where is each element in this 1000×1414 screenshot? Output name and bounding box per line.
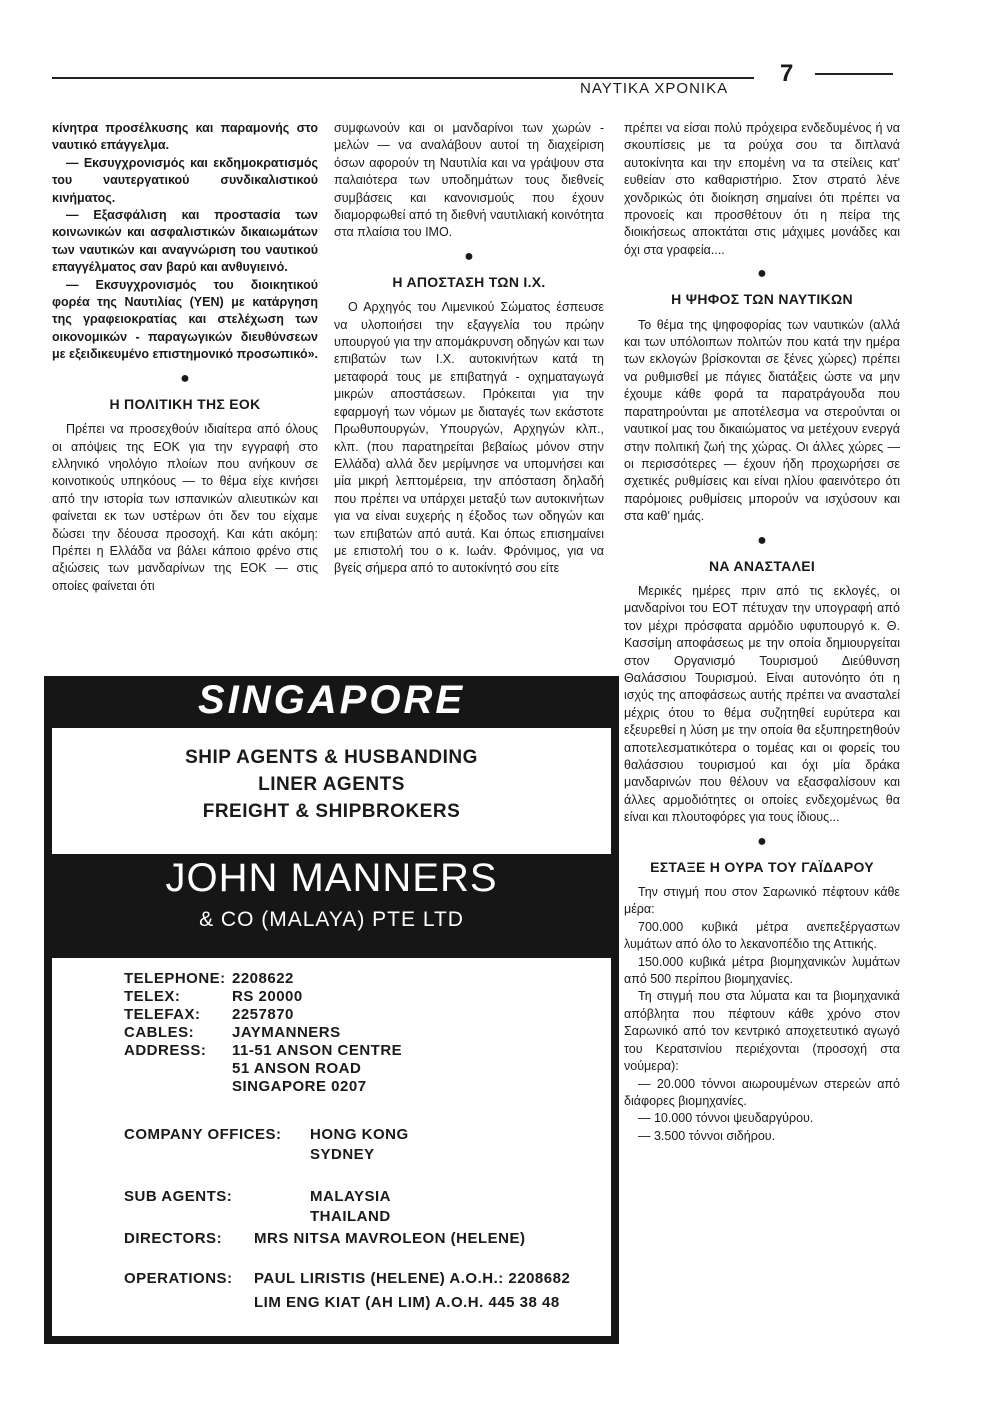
ad-cables-label: CABLES: (124, 1024, 195, 1041)
ad-contact-panel (52, 958, 611, 1336)
section-divider-bullet: ● (757, 531, 767, 549)
ad-offices-label: COMPANY OFFICES: (124, 1126, 282, 1143)
ad-sub-agent: THAILAND (310, 1208, 391, 1225)
ad-telex: RS 20000 (232, 988, 303, 1005)
ad-title: SINGAPORE (197, 678, 466, 722)
col1-intro: κίνητρα προσέλκυσης και παραμονής στο ναυτικό επάγγελμα. (52, 121, 318, 153)
ad-address-line: 51 ANSON ROAD (232, 1060, 362, 1077)
ad-address-label: ADDRESS: (124, 1042, 207, 1059)
ad-company-name: JOHN MANNERS (165, 856, 498, 900)
col2-heading: Η ΑΠΟΣΤΑΣΗ ΤΩΝ Ι.Χ. (392, 273, 546, 290)
page-number: 7 (780, 60, 794, 87)
ad-sub-agents-label: SUB AGENTS: (124, 1188, 233, 1205)
col3-heading-2: ΝΑ ΑΝΑΣΤΑΛΕΙ (708, 557, 816, 574)
col3-paragraph-2: Το θέμα της ψηφοφορίας των ναυτικών (αλλά και των υπόλοιπων πολιτών που κατά την ημέρα των εκλογών βρίσκονται σε ξένες χώρες) πρέπει να ρυθμισθεί με πάγιες διατάξεις ώστε να μην έχουμε κάθε φορά τα παρατράγουδα που παρατηρούνται με αποτέλεσμα να στερούνται οι ναυτικοί μας του δικαιώματος να μετέχουν ενεργά στην πολιτική ζωή της χώρας. Οι άλλες χώρες — οι περισσότερες — έχουν ήδη προχωρήσει σε σχετικές ρυθμίσεις και είναι ηλίου φαεινότερο ότι παρόμοιες ρυθμίσεις μπορούν να ισχύσουν και στα καθ' ημάς. (624, 317, 900, 524)
col3-heading-3: ΕΣΤΑΞΕ Η ΟΥΡΑ ΤΟΥ ΓΑΪΔΑΡΟΥ (650, 858, 874, 875)
advertisement (44, 676, 619, 1344)
col1-bullet-1: — Εκσυγχρονισμός και εκδημοκρατισμός του ναυτεργατικού συνδικαλιστικού κινήματος. (52, 155, 318, 205)
col1-bullet-3: — Εκσυγχρονισμός του διοικητικού φορέα της Ναυτιλίας (ΥΕΝ) με κατάργηση της γραφειοκρατίας και στελέχωση των οικονομικών - παραγωγικών διευθύνσεων με εξειδικευμένο επιστημονικό προσωπικό». (52, 277, 319, 362)
col1-paragraph: Πρέπει να προσεχθούν ιδιαίτερα από όλους οι απόψεις της ΕΟΚ για την εγγραφή στο ελληνικό νηολόγιο πλοίων που ανήκουν σε κοινοτικούς υπηκόους — το θέμα είχε κινήσει από την ιστορία των ισπανικών αλιευτικών και φαίνεται εκ των υστέρων ότι δεν του είχαμε δώσει την δέουσα προσοχή. Και κάτι ακόμη: Πρέπει η Ελλάδα να βάλει κάποιο φρένο στις αξιώσεις των μανδαρίνων της ΕΟΚ — στις οποίες φαίνεται ότι (52, 422, 318, 593)
col3-paragraph-8: — 20.000 τόννοι αιωρουμένων στερεών από διάφορες βιομηχανίες. (624, 1076, 900, 1108)
ad-telefax-label: TELEFAX: (124, 1006, 201, 1023)
section-divider-bullet: ● (464, 247, 474, 265)
col3-paragraph-3: Μερικές ημέρες πριν από τις εκλογές, οι μανδαρίνοι του ΕΟΤ πέτυχαν την υπογραφή από τον μέχρι πρόσφατα αρμόδιο υφυπουργό κ. Θ. Κασσίμη αποφάσεως με την οποία δημιουργείται στον Οργανισμό Τουρισμού Διεύθυνση Θαλάσσιου Τουρισμού. Είναι αυτονόητο ότι η ισχύς της αποφάσεως αυτής πρέπει να ανασταλεί μέχρις ότου το θέμα συζητηθεί ευρύτερα και εξευρεθεί η λύση με την οποία θα εξυπηρετηθούν αποτελεσματικότερα ο τομέας και οι φορείς του θαλάσσιου τουρισμού και όχι μία δράκα μανδαρινών που θέλουν να εξασφαλίσουν και άλλες αρμοδιότητες οι οποίες ενδεχομένως θα είναι και πλουτοφόρες για τους ίδιους... (624, 583, 900, 825)
col1-bullet-2: — Εξασφάλιση και προστασία των κοινωνικών και ασφαλιστικών δικαιωμάτων των ναυτικών και αναγνώριση του ναυτικού επαγγέλματος σαν βαρύ και ανθυγιεινό. (52, 208, 318, 275)
ad-service: LINER AGENTS (258, 774, 405, 795)
column-2 (334, 120, 604, 578)
ad-telex-label: TELEX: (124, 988, 181, 1005)
ad-office: SYDNEY (310, 1146, 375, 1163)
ad-telefax: 2257870 (232, 1006, 294, 1023)
ad-operations-line: PAUL LIRISTIS (HELENE) A.O.H.: 2208682 (254, 1270, 571, 1287)
col2-paragraph-2: Ο Αρχηγός του Λιμενικού Σώματος έσπευσε να υλοποιήσει την εξαγγελία του πρώην υπουργού για την απομάκρυνση οδηγών και των επιβατών των Ι.Χ. αυτοκινήτων κατά τη μεταφορά τους με επιβατηγά - οχηματαγωγά μικρών αποστάσεων. Πρόκειται για την εφαρμογή των νόμων με διαταγές των εκάστοτε Πρωθυπουργών, Υπουργών, Αρχηγών κλπ., κλπ. (που παρατηρείται βεβαίως μόνον στην Ελλάδα) αλλά δεν μερίμνησε να υπομνήσει και μία μικρή λεπτομέρεια, την απόσταση δηλαδή που πρέπει να υπάρχει μεταξύ των αυτοκινήτων για να είναι ευχερής η έξοδος των οδηγών και των επιβατών από αυτά. Και όπως επισημαίνει με επιστολή του ο κ. Ιωάν. Φρόνιμος, για να βγείς σήμερα από το αυτοκίνητό σου είτε (334, 300, 604, 576)
col3-paragraph-7: Τη στιγμή που στα λύματα και τα βιομηχανικά απόβλητα που πέφτουν κάθε χρόνο στον Σαρωνικό από τον κεντρικό αποχετευτικό αγωγό του Κερατσινίου περιέχονται (προσοχή στα νούμερα): (624, 989, 900, 1074)
header-rule-right (815, 73, 893, 75)
col3-paragraph-9: — 10.000 τόννοι ψευδαργύρου. (638, 1111, 814, 1126)
ad-sub-agent: MALAYSIA (310, 1188, 391, 1205)
publication-title: ΝΑΥΤΙΚΑ ΧΡΟΝΙΚΑ (580, 80, 729, 97)
column-3 (624, 120, 900, 1145)
header-rule-left (52, 77, 754, 79)
section-divider-bullet: ● (757, 832, 767, 850)
column-1 (52, 120, 318, 595)
col3-paragraph-1: πρέπει να είσαι πολύ πρόχειρα ενδεδυμένος ή να σκουπίσεις με τα ρούχα σου τα διπλανά αυτοκίνητα και την επομένη να τα στείλεις κατ' ευθείαν στο καθαριστήριο. Στον στρατό λένε χονδρικώς ότι διοίκηση σημαίνει ότι πρέπει να προνοείς και προσθέτουν ότι η πείρα της διοικήσεως αποκτάται στις μάχιμες μονάδες και όχι στα γραφεία.... (624, 121, 900, 257)
col3-paragraph-5: 700.000 κυβικά μέτρα ανεπεξέργαστων λυμάτων από όλο το λεκανοπέδιο της Αττικής. (624, 919, 900, 952)
col2-paragraph-1: συμφωνούν και οι μανδαρίνοι των χωρών - μελών — να αναλάβουν αυτοί τη διαχείριση όσων αφορούν τη Ναυτιλία και να γράψουν στα παλαιότερα των υποδημάτων τους διεθνείς συμβάσεις και κανονισμούς που έχουν διαμορφωθεί από τη διεθνή ναυτιλιακή κοινότητα στα πλαίσια του ΙΜΟ. (334, 121, 604, 240)
col1-heading: Η ΠΟΛΙΤΙΚΗ ΤΗΣ ΕΟΚ (109, 395, 261, 412)
ad-service: SHIP AGENTS & HUSBANDING (185, 747, 478, 768)
ad-telephone-label: TELEPHONE: (124, 970, 226, 987)
col3-paragraph-6: 150.000 κυβικά μέτρα βιομηχανικών λυμάτων από 500 περίπου βιομηχανίες. (624, 954, 900, 987)
ad-directors-label: DIRECTORS: (124, 1230, 223, 1247)
ad-address-line: SINGAPORE 0207 (232, 1078, 367, 1095)
ad-service: FREIGHT & SHIPBROKERS (202, 801, 461, 822)
ad-cables: JAYMANNERS (232, 1024, 341, 1041)
ad-operations-line: LIM ENG KIAT (AH LIM) A.O.H. 445 38 48 (254, 1294, 560, 1311)
ad-telephone: 2208622 (232, 970, 294, 987)
ad-directors: MRS NITSA MAVROLEON (HELENE) (254, 1230, 526, 1247)
ad-company-subtitle: & CO (MALAYA) PTE LTD (199, 908, 464, 931)
ad-office: HONG KONG (310, 1126, 409, 1143)
ad-services-panel (52, 728, 611, 854)
col3-paragraph-4: Την στιγμή που στον Σαρωνικό πέφτουν κάθε μέρα: (624, 885, 900, 917)
section-divider-bullet: ● (757, 265, 767, 283)
col3-paragraph-10: — 3.500 τόννοι σιδήρου. (638, 1128, 776, 1143)
col3-heading-1: Η ΨΗΦΟΣ ΤΩΝ ΝΑΥΤΙΚΩΝ (671, 291, 853, 308)
section-divider-bullet: ● (180, 369, 190, 387)
ad-operations-label: OPERATIONS: (124, 1270, 233, 1287)
ad-address-line: 11-51 ANSON CENTRE (232, 1042, 403, 1059)
